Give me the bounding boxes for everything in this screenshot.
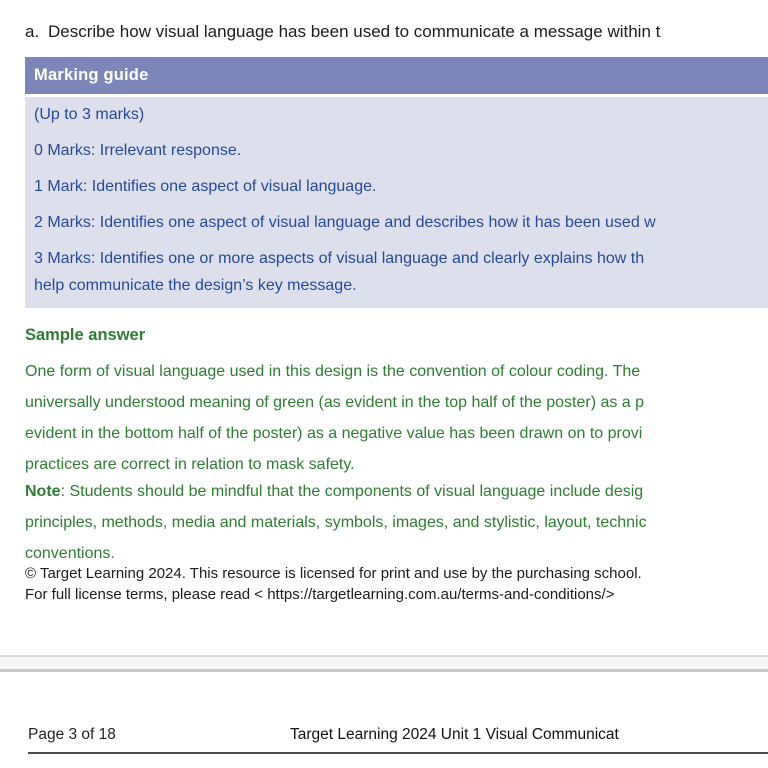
note-line-rest: : Students should be mindful that the components of visual language include desig — [60, 483, 644, 500]
marking-guide-line-1mark: 1 Mark: Identifies one aspect of visual language. — [34, 178, 377, 195]
license-text — [25, 563, 642, 605]
note-paragraph — [25, 476, 647, 569]
sample-answer-line: evident in the bottom half of the poster) as a negative value has been drawn on to provi — [25, 425, 643, 442]
footer-page-number: Page 3 of 18 — [28, 726, 116, 743]
sample-answer-line: One form of visual language used in this design is the convention of colour coding. The — [25, 363, 641, 380]
marking-guide-line-2marks: 2 Marks: Identifies one aspect of visual language and describes how it has been used w — [34, 214, 656, 231]
marking-guide-line-3marks — [34, 245, 768, 299]
marking-guide-line-0marks: 0 Marks: Irrelevant response. — [34, 142, 242, 159]
note-prefix: Note — [25, 483, 61, 500]
question-line — [25, 22, 660, 42]
page-separator — [0, 655, 768, 672]
footer-rule — [28, 752, 768, 754]
license-line: For full license terms, please read < https://targetlearning.com.au/terms-and-conditions/> — [25, 586, 615, 603]
marking-guide-line-3marks-a: 3 Marks: Identifies one or more aspects of visual language and clearly explains how th — [34, 250, 645, 267]
sample-answer-line: practices are correct in relation to mask safety. — [25, 456, 355, 473]
marking-guide-line-upto: (Up to 3 marks) — [34, 106, 145, 123]
note-line: conventions. — [25, 545, 115, 562]
question-text: Describe how visual language has been used to communicate a message within t — [48, 22, 661, 41]
marking-guide-header: Marking guide — [25, 57, 768, 94]
marking-guide-line-3marks-b: help communicate the design’s key message. — [34, 277, 357, 294]
sample-answer-line: universally understood meaning of green (as evident in the top half of the poster) as a p — [25, 394, 645, 411]
sample-answer-paragraph — [25, 356, 644, 480]
marking-guide-table — [25, 57, 768, 308]
footer-doc-title: Target Learning 2024 Unit 1 Visual Communicat — [290, 726, 619, 743]
note-line — [25, 476, 647, 507]
marking-guide-body — [25, 97, 768, 308]
note-line: principles, methods, media and materials, symbols, images, and stylistic, layout, technic — [25, 514, 647, 531]
question-label: a. — [25, 22, 40, 41]
license-line: © Target Learning 2024. This resource is licensed for print and use by the purchasing school. — [25, 565, 642, 582]
sample-answer-heading: Sample answer — [25, 326, 146, 344]
